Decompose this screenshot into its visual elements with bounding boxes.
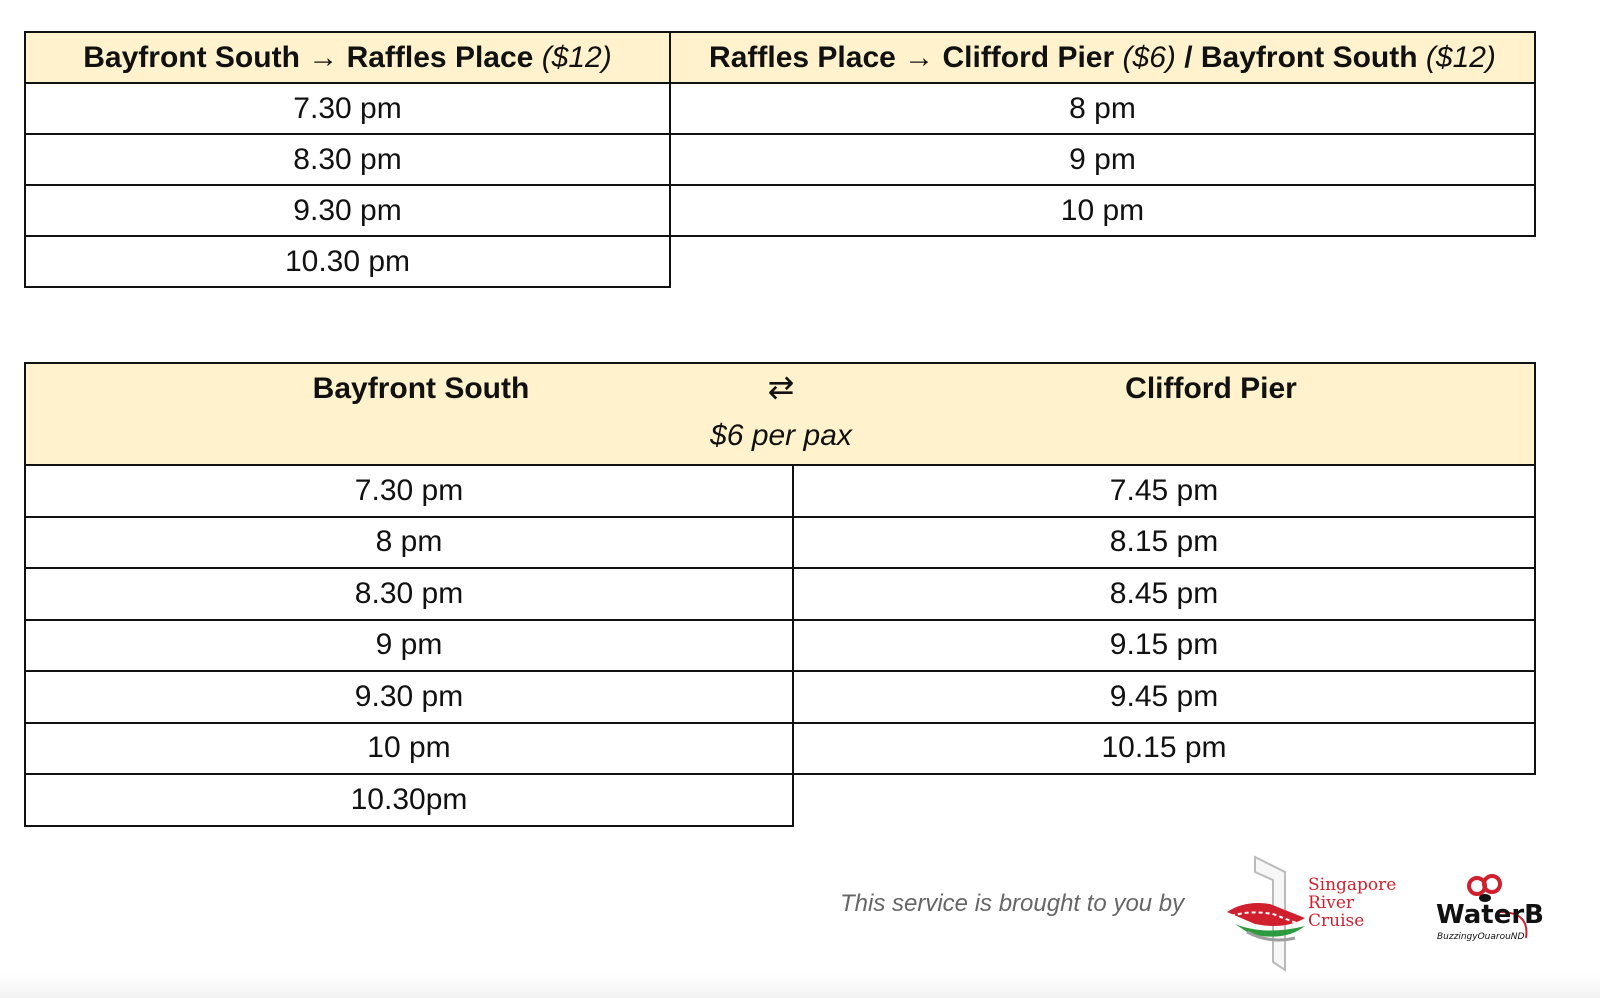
table-row: [25, 568, 1535, 620]
table1-header-left-price: ($12): [541, 40, 612, 74]
table1-right-time: 8 pm: [670, 83, 1535, 134]
table1-right-time: 10 pm: [670, 185, 1535, 236]
table2-left-time: 8.30 pm: [25, 568, 793, 620]
table2-right-time: 9.15 pm: [793, 620, 1535, 672]
table2-right-time: 8.15 pm: [793, 517, 1535, 569]
table2-header: [25, 363, 1535, 465]
table2-right-time: 10.15 pm: [793, 723, 1535, 775]
table-row: [25, 517, 1535, 569]
table-row: [25, 185, 1535, 236]
table2-right-time: 8.45 pm: [793, 568, 1535, 620]
table1-header-right-route2: Bayfront South: [1200, 40, 1418, 74]
table-row: [25, 465, 1535, 517]
table-row: [25, 236, 1535, 287]
table2-left-time: 9.30 pm: [25, 671, 793, 723]
table-row: [25, 134, 1535, 185]
table-row: [25, 620, 1535, 672]
empty-cell: [670, 236, 1535, 287]
table1-left-time: 8.30 pm: [25, 134, 670, 185]
singapore-river-cruise-name: Singapore River Cruise: [1308, 875, 1397, 931]
table2-header-right: Clifford Pier: [1125, 372, 1297, 405]
table1-header-right: [670, 32, 1535, 83]
table2-price: $6 per pax: [710, 419, 852, 452]
table2-left-time: 9 pm: [25, 620, 793, 672]
sponsor-text: This service is brought to you by: [840, 890, 1185, 917]
table1-header-left-route: Bayfront South → Raffles Place: [83, 40, 534, 74]
table1-header-left: [25, 32, 670, 83]
table-row: [25, 774, 1535, 826]
table1-right-time: 9 pm: [670, 134, 1535, 185]
table2-right-time: 7.45 pm: [793, 465, 1535, 517]
table2-header-left: Bayfront South: [312, 372, 530, 405]
table1-left-time: 9.30 pm: [25, 185, 670, 236]
table1-header-right-sep: /: [1175, 40, 1201, 74]
table-row: [25, 671, 1535, 723]
swap-arrows-icon: ⇄: [767, 369, 795, 405]
table1-header-right-price1: ($6): [1122, 40, 1176, 74]
table2-left-time: 10 pm: [25, 723, 793, 775]
table2-left-time: 8 pm: [25, 517, 793, 569]
table1-header-right-route1: Raffles Place → Clifford Pier: [709, 40, 1115, 74]
bottom-edge: [0, 974, 1600, 998]
schedule-table-bayfront-raffles: [24, 31, 1536, 288]
table2-left-time: 7.30 pm: [25, 465, 793, 517]
waterb-name: WaterB: [1436, 900, 1544, 930]
table1-left-time: 10.30 pm: [25, 236, 670, 287]
table-row: [25, 723, 1535, 775]
table1-left-time: 7.30 pm: [25, 83, 670, 134]
empty-cell: [793, 774, 1535, 826]
waterb-tagline: BuzzingyOuarouND: [1437, 932, 1525, 942]
table-row: [25, 83, 1535, 134]
table2-right-time: 9.45 pm: [793, 671, 1535, 723]
table2-left-time: 10.30pm: [25, 774, 793, 826]
schedule-table-bayfront-clifford: [24, 362, 1536, 827]
table1-header-right-price2: ($12): [1425, 40, 1496, 74]
